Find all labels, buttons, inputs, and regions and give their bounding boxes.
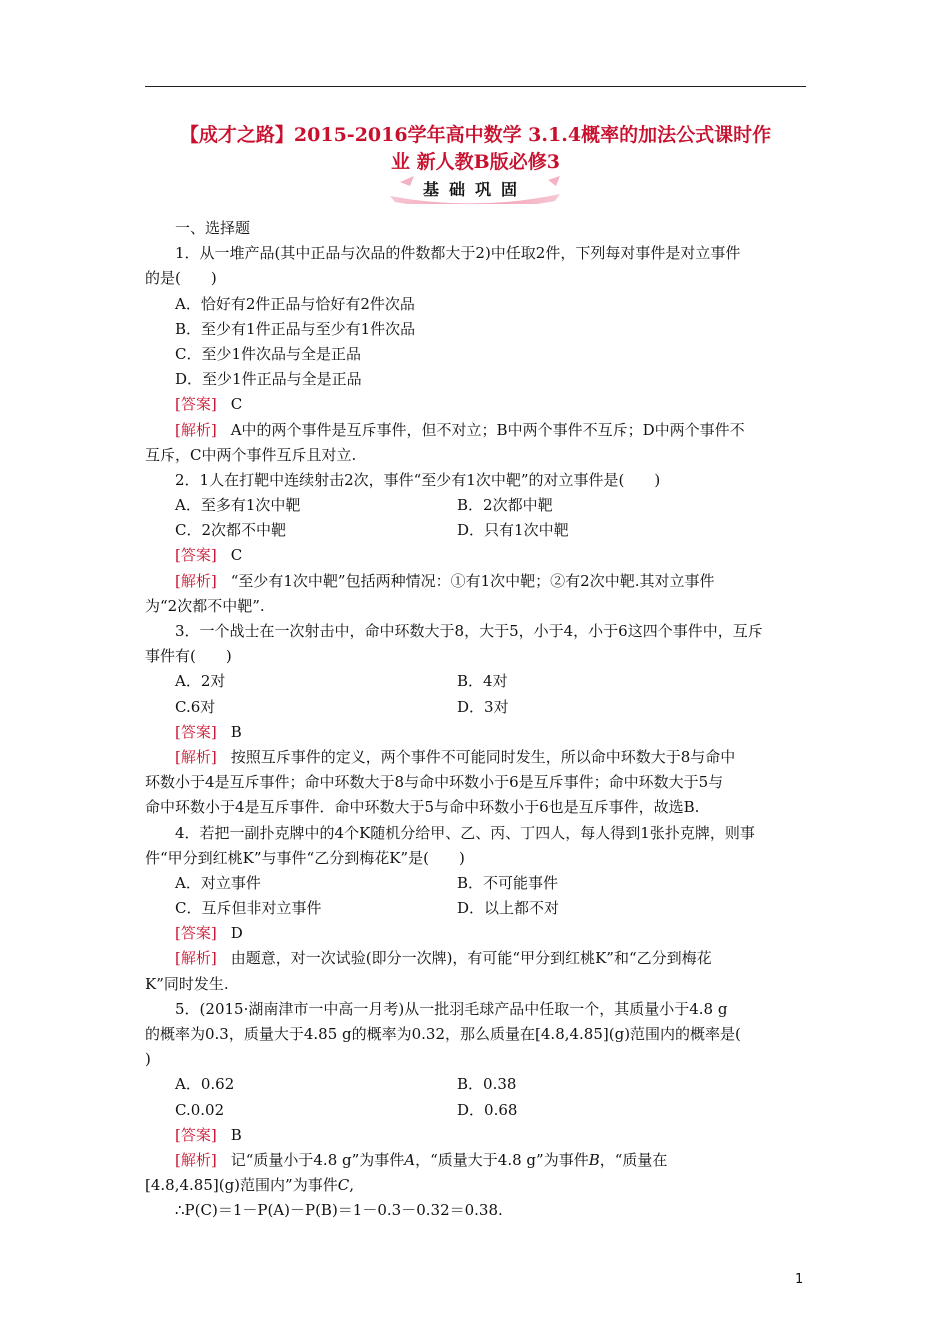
question-2-option-a: A．至多有1次中靶: [175, 496, 301, 515]
question-5-options-cd: [145, 1098, 806, 1123]
question-4-analysis: [145, 946, 806, 971]
question-1-option-a: A．恰好有2件正品与恰好有2件次品: [175, 294, 415, 313]
question-5-answer: [145, 1123, 806, 1148]
question-3-option-d: D．3对: [457, 697, 509, 716]
question-5-analysis: [145, 1148, 806, 1173]
question-3-analysis-line-2: 环数小于4是互斥事件；命中环数大于8与命中环数小于6是互斥事件；命中环数大于5与: [145, 773, 724, 792]
event-variable-a: A: [404, 1150, 416, 1169]
analysis-text: 按照互斥事件的定义，两个事件不可能同时发生，所以命中环数大于8与命中: [230, 747, 736, 766]
event-variable-b: B: [588, 1150, 600, 1169]
section-heading: 一、选择题: [175, 219, 251, 237]
question-3-analysis: [145, 745, 806, 770]
analysis-text-part-2: ，“质量大于4.8 g”为事件: [415, 1150, 589, 1169]
analysis-text-part-4: [4.8,4.85](g)范围内”为事件: [145, 1176, 338, 1195]
question-5-option-a: A．0.62: [175, 1075, 235, 1094]
question-4-analysis-line-2: K”同时发生.: [145, 974, 229, 993]
question-1-option-c: C．至少1件次品与全是正品: [175, 344, 362, 363]
question-2-options-cd: [145, 518, 806, 543]
title-line-1: 【成才之路】2015-2016学年高中数学 3.1.4概率的加法公式课时作: [179, 124, 772, 146]
answer-value: D: [230, 924, 243, 943]
question-1-option-b: B．至少有1件正品与至少有1件次品: [175, 319, 416, 338]
page-number: 1: [795, 1272, 804, 1287]
question-1-option-d: D．至少1件正品与全是正品: [175, 370, 362, 389]
question-1-answer: [145, 392, 806, 417]
question-5-line-1: 5．(2015·湖南津市一中高一月考)从一批羽毛球产品中任取一个，其质量小于4.8 g: [175, 999, 728, 1018]
question-5-option-d: D．0.68: [457, 1100, 518, 1119]
analysis-tag: [解析]: [175, 571, 217, 590]
question-3-line-1: 3．一个战士在一次射击中，命中环数大于8，大于5，小于4，小于6这四个事件中，互斥: [175, 622, 763, 640]
analysis-tag: [解析]: [175, 949, 217, 968]
question-4-option-d: D．以上都不对: [457, 899, 560, 918]
question-2-analysis: [145, 569, 806, 594]
header-rule: [145, 86, 806, 87]
answer-tag: [答案]: [175, 546, 217, 565]
banner-label: 基础巩固: [422, 180, 527, 199]
question-1-line-2: 的是( ): [145, 269, 217, 288]
question-3-options-ab: [145, 669, 806, 694]
question-5-line-3: ): [145, 1050, 151, 1069]
question-2-analysis-line-2: 为“2次都不中靶”.: [145, 596, 265, 615]
question-2-options-ab: [145, 493, 806, 518]
question-4-options-ab: [145, 871, 806, 896]
question-4-line-2: 件“甲分到红桃K”与事件“乙分到梅花K”是( ): [145, 848, 465, 867]
question-3-option-c: C.6对: [175, 697, 216, 716]
question-5-analysis-line-2: [145, 1173, 806, 1198]
question-4-option-b: B．不可能事件: [457, 873, 559, 892]
question-2-line-1: 2．1人在打靶中连续射击2次，事件“至少有1次中靶”的对立事件是( ): [175, 470, 661, 489]
question-5-option-b: B．0.38: [457, 1075, 517, 1094]
question-4-answer: [145, 921, 806, 946]
title-line-2: 业 新人教B版必修3: [391, 151, 560, 173]
content: [145, 216, 806, 1224]
question-4-options-cd: [145, 896, 806, 921]
question-4-line-1: 4．若把一副扑克牌中的4个K随机分给甲、乙、丙、丁四人，每人得到1张扑克牌，则事: [175, 823, 755, 842]
answer-value: B: [230, 722, 242, 741]
question-4-option-a: A．对立事件: [175, 873, 261, 892]
question-2-option-b: B．2次都中靶: [457, 496, 553, 515]
question-5-line-2: 的概率为0.3，质量大于4.85 g的概率为0.32，那么质量在[4.8,4.85](g)范围内的概率是(: [145, 1025, 741, 1043]
question-2-option-d: D．只有1次中靶: [457, 521, 569, 540]
question-3-analysis-line-3: 命中环数小于4是互斥事件．命中环数大于5与命中环数小于6也是互斥事件，故选B.: [145, 798, 700, 817]
question-2-option-c: C．2次都不中靶: [175, 521, 287, 540]
analysis-text-part-1: 记“质量小于4.8 g”为事件: [230, 1150, 405, 1169]
analysis-text-part-3: ，“质量在: [599, 1150, 668, 1169]
analysis-text: 由题意，对一次试验(即分一次牌)，有可能“甲分到红桃K”和“乙分到梅花: [230, 949, 712, 968]
question-3-option-b: B．4对: [457, 672, 508, 691]
section-banner: [370, 174, 580, 204]
question-3-answer: [145, 720, 806, 745]
question-5-formula: ∴P(C)＝1－P(A)－P(B)＝1－0.3－0.32＝0.38.: [175, 1201, 503, 1220]
question-3-options-cd: [145, 695, 806, 720]
event-variable-c: C: [337, 1176, 350, 1195]
document-title: [145, 122, 806, 176]
analysis-text-part-5: ,: [349, 1176, 354, 1195]
answer-value: C: [230, 395, 243, 414]
answer-tag: [答案]: [175, 395, 217, 414]
analysis-text: “至少有1次中靶”包括两种情况：①有1次中靶；②有2次中靶.其对立事件: [230, 571, 715, 590]
question-1-analysis: [145, 418, 806, 443]
analysis-tag: [解析]: [175, 747, 217, 766]
question-2-answer: [145, 543, 806, 568]
answer-value: B: [230, 1125, 242, 1144]
question-4-option-c: C．互斥但非对立事件: [175, 899, 322, 918]
question-1-analysis-line-2: 互斥，C中两个事件互斥且对立.: [145, 445, 357, 464]
analysis-text: A中的两个事件是互斥事件，但不对立；B中两个事件不互斥；D中两个事件不: [230, 420, 745, 439]
answer-tag: [答案]: [175, 1125, 217, 1144]
answer-value: C: [230, 546, 243, 565]
answer-tag: [答案]: [175, 924, 217, 943]
analysis-tag: [解析]: [175, 420, 217, 439]
question-5-option-c: C.0.02: [175, 1100, 225, 1119]
question-5-options-ab: [145, 1072, 806, 1097]
question-3-option-a: A．2对: [175, 672, 226, 691]
analysis-tag: [解析]: [175, 1150, 217, 1169]
question-3-line-2: 事件有( ): [145, 647, 232, 666]
question-1-line-1: 1．从一堆产品(其中正品与次品的件数都大于2)中任取2件，下列每对事件是对立事件: [175, 244, 741, 263]
answer-tag: [答案]: [175, 722, 217, 741]
